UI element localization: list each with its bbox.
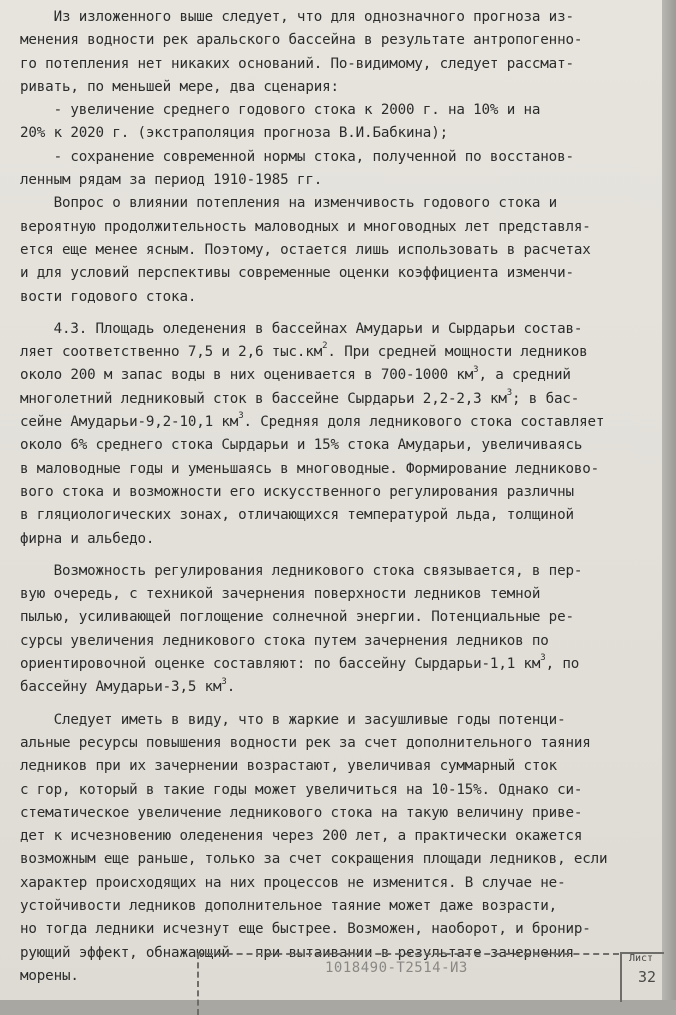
text-line: Возможность регулирования ледникового стока связывается, в пер- <box>20 562 583 579</box>
paragraph-regulation <box>20 560 662 700</box>
paragraph-glaciation <box>20 318 662 551</box>
text-line: 20% к 2020 г. (экстраполяция прогноза В.И.Бабкина); <box>20 125 448 142</box>
text-line: возможным еще раньше, только за счет сокращения площади ледников, если <box>20 851 608 868</box>
text-line: сурсы увеличения ледникового стока путем зачернения ледников по <box>20 632 549 649</box>
text-line: бассейну Амударьи-3,5 $км^3$. <box>20 676 236 696</box>
page-edge <box>662 0 676 1000</box>
text-line: около 200 м запас воды в них оценивается в 700-1000 $км^3$, а средний <box>20 364 571 384</box>
text-line: 4.3. Площадь оледенения в бассейнах Амударьи и Сырдарьи состав- <box>20 320 583 337</box>
unit-exponent: 3 <box>540 653 546 664</box>
unit-exponent: 3 <box>221 676 227 687</box>
paragraph-hot-years <box>20 709 662 989</box>
text-line: в гляциологических зонах, отличающихся температурой льда, толщиной <box>20 507 574 524</box>
text-line: вую очередь, с техникой зачернения поверхности ледников темной <box>20 586 541 603</box>
text-line: вости годового стока. <box>20 288 197 305</box>
text-line: го потепления нет никаких оснований. По-видимому, следует рассмат- <box>20 55 574 72</box>
paragraph-scenarios <box>20 6 662 192</box>
text-line: ледников при их зачернении возрастают, увеличивая суммарный сток <box>20 758 558 775</box>
text-line: с гор, который в такие годы может увеличиться на 10-15%. Однако си- <box>20 781 583 798</box>
text-line: Следует иметь в виду, что в жаркие и засушливые годы потенци- <box>20 711 566 728</box>
unit-exponent: 3 <box>506 388 513 399</box>
text-line: вероятную продолжительность маловодных и многоводных лет представля- <box>20 218 591 235</box>
text-line: сейне Амударьи-9,2-10,1 $км^3$. Средняя доля ледникового стока составляет <box>20 411 605 431</box>
text-line: вого стока и возможности его искусственного регулирования различны <box>20 483 574 500</box>
text-line: в маловодные годы и уменьшаясь в многоводные. Формирование ледниково- <box>20 460 600 477</box>
paragraph-variability <box>20 192 662 308</box>
unit-exponent: 3 <box>238 411 244 422</box>
text-line: менения водности рек аральского бассейна в результате антропогенно- <box>20 32 583 49</box>
text-line: ленным рядам за период 1910-1985 гг. <box>20 172 323 189</box>
text-line: пылью, усиливающей поглощение солнечной энергии. Потенциальные ре- <box>20 609 574 626</box>
text-line: морены. <box>20 967 79 984</box>
text-line: Из изложенного выше следует, что для однозначного прогноза из- <box>20 9 574 25</box>
text-line: многолетний ледниковый сток в бассейне Сырдарьи 2,2-2,3 $км^3$; в бас- <box>20 388 580 407</box>
text-line: альные ресурсы повышения водности рек за счет дополнительного таяния <box>20 734 591 751</box>
text-line: устойчивости ледников дополнительное таяние может даже возрасти, <box>20 897 558 914</box>
sheet-label: Лист <box>629 953 654 964</box>
text-line: фирна и альбедо. <box>20 530 155 547</box>
text-line: ориентировочной оценке составляют: по бассейну Сырдарьи-1,1 $км^3$, по <box>20 653 580 673</box>
unit-exponent: 2 <box>322 341 328 352</box>
text-line: ется еще менее ясным. Поэтому, остается лишь использовать в расчетах <box>20 241 591 258</box>
text-line: - сохранение современной нормы стока, полученной по восстанов- <box>20 148 574 165</box>
text-line: рующий эффект, обнажающий при вытаивании в результате зачернения <box>20 944 574 961</box>
text-line: и для условий перспективы современные оценки коэффициента изменчи- <box>20 265 574 282</box>
text-line: - увеличение среднего годового стока к 2000 г. на 10% и на <box>20 102 541 119</box>
text-line: ляет соответственно 7,5 и 2,6 $тыс.км^2$. При средней мощности ледников <box>20 341 588 361</box>
text-line: характер происходящих на них процессов не изменится. В случае не- <box>20 874 566 891</box>
unit-exponent: 3 <box>473 364 479 375</box>
text-line: но тогда ледники исчезнут еще быстрее. Возможен, наоборот, и бронир- <box>20 921 591 938</box>
text-line: стематическое увеличение ледникового стока на такую величину приве- <box>20 804 583 821</box>
text-line: около 6% среднего стока Сырдарьи и 15% стока Амударьи, увеличиваясь <box>20 437 583 454</box>
document-code: 1018490-Т2514-ИЗ <box>325 960 468 976</box>
sheet-number: 32 <box>638 968 657 986</box>
document-body <box>20 6 662 988</box>
text-line: Вопрос о влиянии потепления на изменчивость годового стока и <box>20 195 558 212</box>
text-line: дет к исчезновению оледенения через 200 лет, а практически окажется <box>20 828 583 845</box>
text-line: ривать, по меньшей мере, два сценария: <box>20 78 339 95</box>
